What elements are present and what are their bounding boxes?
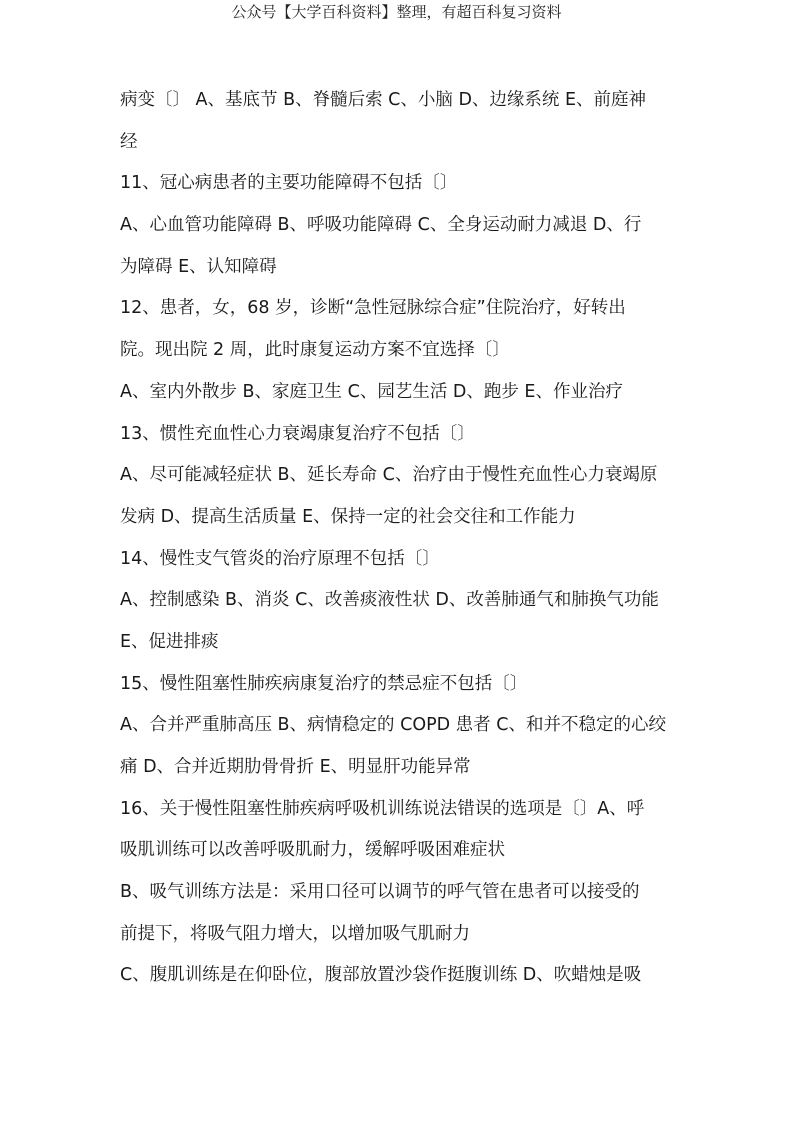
page-header: 公众号【大学百科资料】整理，有超百科复习资料 <box>231 3 562 21</box>
text-line: 发病 D、提高生活质量 E、保持一定的社会交往和工作能力 <box>120 506 576 527</box>
text-line: A、尽可能减轻症状 B、延长寿命 C、治疗由于慢性充血性心力衰竭原 <box>120 465 658 486</box>
text-line: 院。现出院 2 周，此时康复运动方案不宜选择〔〕 <box>120 340 510 361</box>
text-line: A、室内外散步 B、家庭卫生 C、园艺生活 D、跑步 E、作业治疗 <box>120 381 623 402</box>
text-line: 经 <box>120 131 138 152</box>
text-line: C、腹肌训练是在仰卧位，腹部放置沙袋作挺腹训练 D、吹蜡烛是吸 <box>120 965 642 986</box>
question-12-stem: 12、患者，女，68 岁，诊断“急性冠脉综合症”住院治疗，好转出 <box>120 298 626 319</box>
question-16-stem: 16、关于慢性阻塞性肺疾病呼吸机训练说法错误的选项是〔〕A、呼 <box>120 798 645 819</box>
text-line: 吸肌训练可以改善呼吸肌耐力，缓解呼吸困难症状 <box>120 840 505 861</box>
question-11-stem: 11、冠心病患者的主要功能障碍不包括〔〕 <box>120 173 458 194</box>
question-13-stem: 13、惯性充血性心力衰竭康复治疗不包括〔〕 <box>120 423 475 444</box>
text-line: A、控制感染 B、消炎 C、改善痰液性状 D、改善肺通气和肺换气功能 <box>120 590 659 611</box>
text-line: 病变〔〕 A、基底节 B、脊髓后索 C、小脑 D、边缘系统 E、前庭神 <box>120 90 647 110</box>
text-line: 为障碍 E、认知障碍 <box>120 256 277 277</box>
document-body <box>120 80 680 997</box>
text-line: A、心血管功能障碍 B、呼吸功能障碍 C、全身运动耐力减退 D、行 <box>120 215 642 236</box>
question-14-stem: 14、慢性支气管炎的治疗原理不包括〔〕 <box>120 548 440 569</box>
text-line: E、促进排痰 <box>120 631 219 652</box>
text-line: 痛 D、合并近期肋骨骨折 E、明显肝功能异常 <box>120 757 471 777</box>
text-line: B、吸气训练方法是：采用口径可以调节的呼气管在患者可以接受的 <box>120 882 640 903</box>
text-line: A、合并严重肺高压 B、病情稳定的 COPD 患者 C、和并不稳定的心绞 <box>120 715 666 736</box>
text-line: 前提下，将吸气阻力增大，以增加吸气肌耐力 <box>120 923 470 944</box>
question-15-stem: 15、慢性阻塞性肺疾病康复治疗的禁忌症不包括〔〕 <box>120 673 528 694</box>
